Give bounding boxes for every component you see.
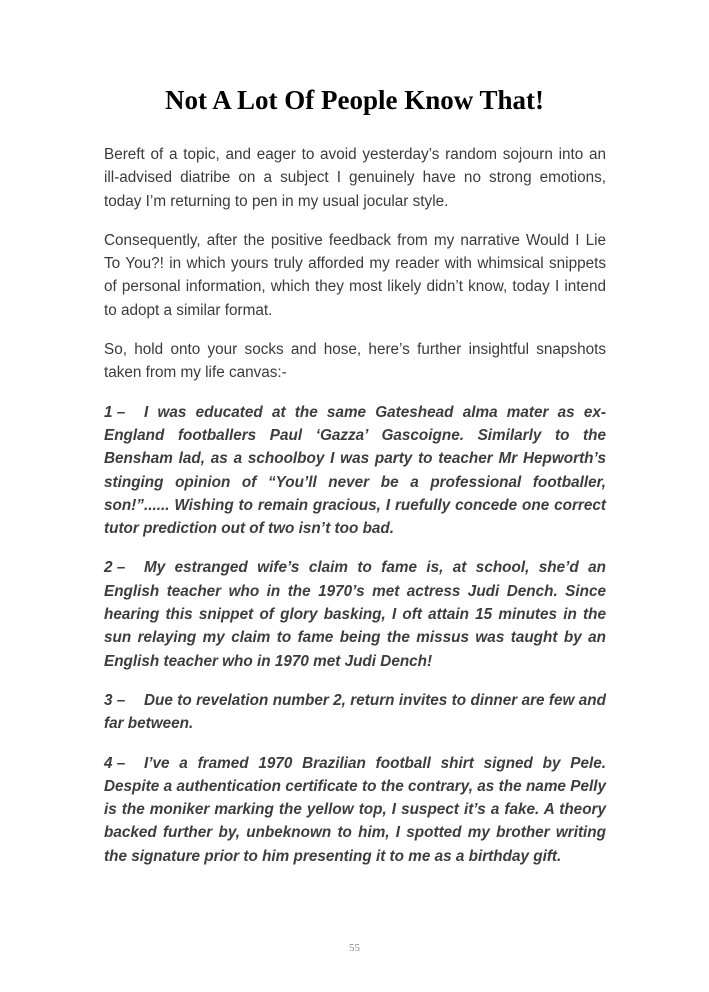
list-item <box>104 401 606 541</box>
lead-in-paragraph: So, hold onto your socks and hose, here’s further insightful snapshots taken from my life canvas:- <box>104 341 606 382</box>
list-item-number: 4 – <box>104 754 126 772</box>
list-item-number: 2 – <box>104 559 126 577</box>
article-body <box>104 143 606 884</box>
list-item-text: I’ve a framed 1970 Brazilian football shirt signed by Pele. Despite a authentication certificate to the contrary, as the name Pelly is the moniker marking the yellow top, I suspect it’s a fake. A theory backed further by, unbeknown to him, I spotted my brother writing the signature prior to him presenting it to me as a birthday gift. <box>104 754 606 865</box>
intro-paragraph: Bereft of a topic, and eager to avoid yesterday’s random sojourn into an ill-advised diatribe on a subject I genuinely have no strong emotions, today I’m returning to pen in my usual jocular style. <box>104 146 606 210</box>
list-item <box>104 752 606 868</box>
context-paragraph: Consequently, after the positive feedback from my narrative Would I Lie To You?! in which yours truly afforded my reader with whimsical snippets of personal information, which they most likely didn’t know, today I intend to adopt a similar format. <box>104 231 606 319</box>
list-item-number: 3 – <box>104 691 126 709</box>
list-item <box>104 556 606 672</box>
page-number: 55 <box>349 942 360 954</box>
list-item-number: 1 – <box>104 403 126 421</box>
list-item-text: I was educated at the same Gateshead alma mater as ex-England footballers Paul ‘Gazza’ Gascoigne. Similarly to the Bensham lad, as a schoolboy I was party to teacher Mr Hepworth’s stinging opinion of “You’ll never be a professional footballer, son!”...... Wishing to remain gracious, I ruefully concede one correct tutor prediction out of two isn’t too bad. <box>104 403 606 538</box>
list-item-text: My estranged wife’s claim to fame is, at school, she’d an English teacher who in the 1970’s met actress Judi Dench. Since hearing this snippet of glory basking, I oft attain 15 minutes in the sun relaying my claim to fame being the missus was taught by an English teacher who in 1970 met Judi Dench! <box>104 559 606 670</box>
page-title: Not A Lot Of People Know That! <box>164 85 544 115</box>
list-item-text: Due to revelation number 2, return invites to dinner are few and far between. <box>104 691 606 733</box>
list-item <box>104 689 606 736</box>
